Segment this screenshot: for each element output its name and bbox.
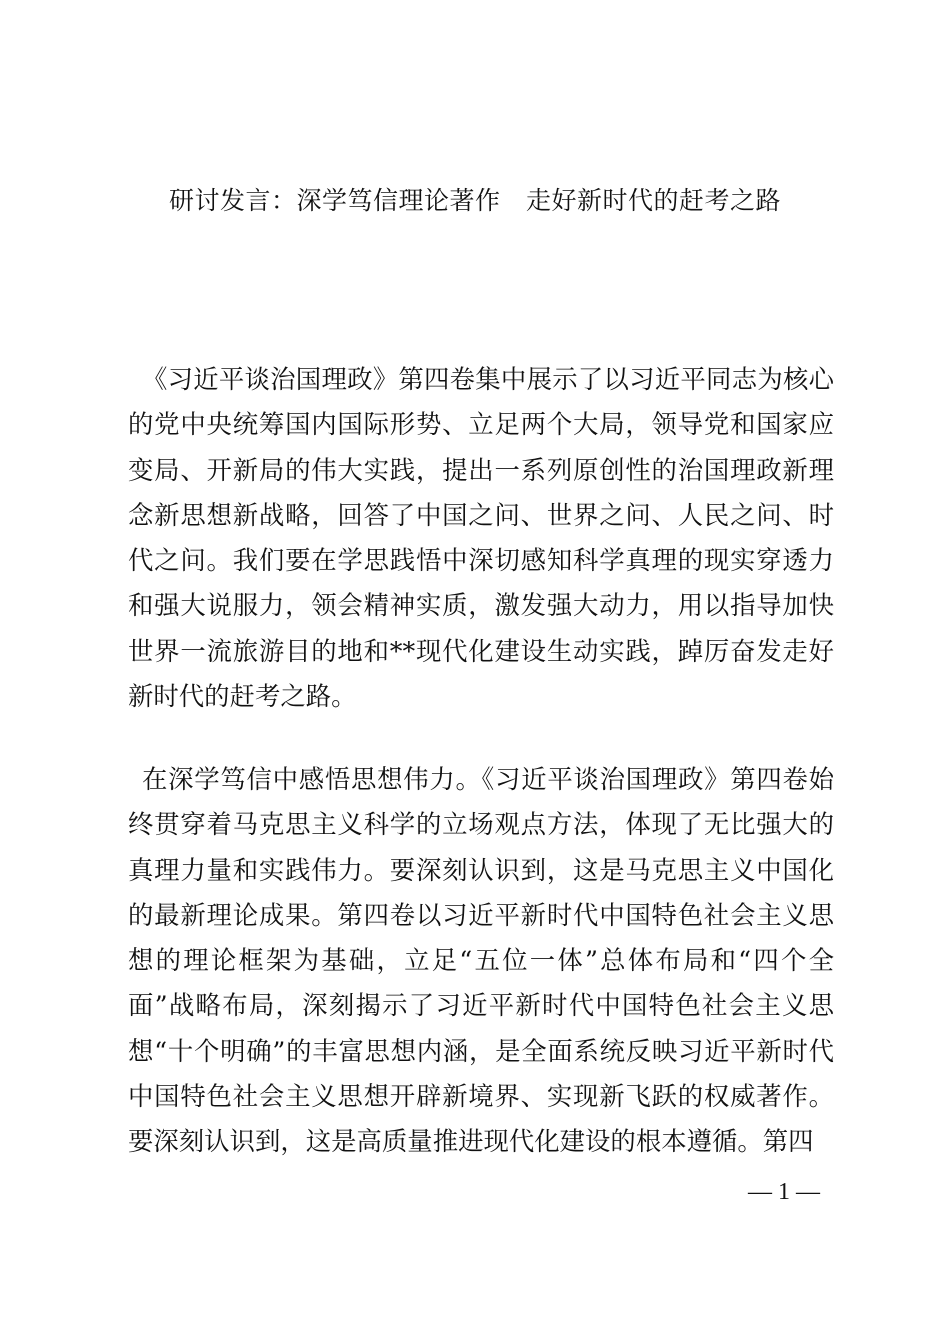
paragraph-1: 《习近平谈治国理政》第四卷集中展示了以习近平同志为核心的党中央统筹国内国际形势、立足两个大局，领导党和国家应变局、开新局的伟大实践，提出一系列原创性的治国理政新理念新思想新战略，回答了中国之问、世界之问、人民之问、时代之问。我们要在学思践悟中深切感知科学真理的现实穿透力和强大说服力，领会精神实质，激发强大动力，用以指导加快世界一流旅游目的地和**现代化建设生动实践，踔厉奋发走好新时代的赶考之路。 (128, 364, 834, 712)
page-number: — 1 — (748, 1179, 820, 1205)
paragraph-2: 在深学笃信中感悟思想伟力。《习近平谈治国理政》第四卷始终贯穿着马克思主义科学的立场观点方法，体现了无比强大的真理力量和实践伟力。要深刻认识到，这是马克思主义中国化的最新理论成果。第四卷以习近平新时代中国特色社会主义思想的理论框架为基础，立足“五位一体”总体布局和“四个全面”战略布局，深刻揭示了习近平新时代中国特色社会主义思想“十个明确”的丰富思想内涵，是全面系统反映习近平新时代中国特色社会主义思想开辟新境界、实现新飞跃的权威著作。要深刻认识到，这是高质量推进现代化建设的根本遵循。第四 (128, 764, 834, 1157)
document-title: 研讨发言：深学笃信理论著作 走好新时代的赶考之路 (168, 186, 781, 215)
